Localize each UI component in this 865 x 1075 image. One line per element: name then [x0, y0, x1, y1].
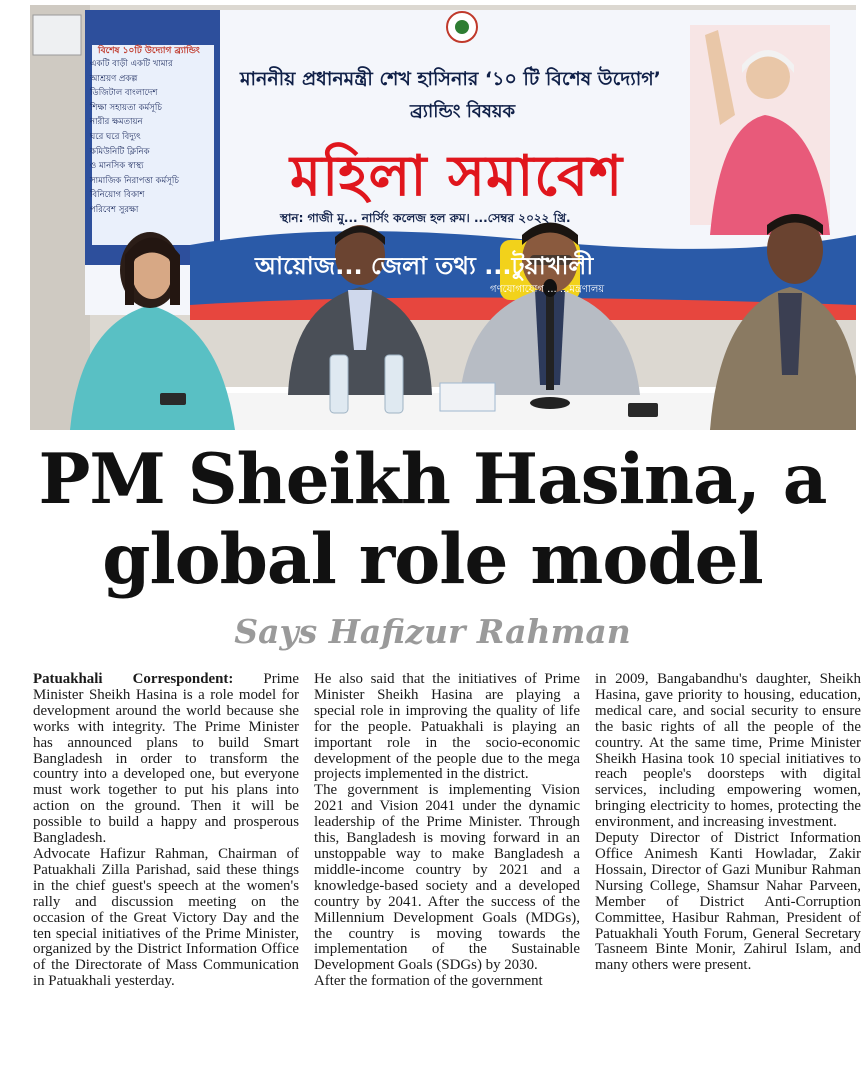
article-column-3 [595, 672, 861, 974]
article-column-1 [33, 672, 299, 990]
paragraph: in 2009, Bangabandhu's daughter, Sheikh Hasina, gave priority to housing, education, medical care, and social security to ensure the basic rights of all the people of the country. At the same time, Prime Minister Sheikh Hasina took 10 special initiatives to reach people's doorsteps with digital services, including empowering women, bringing electricity to homes, protecting the environment, and increasing investment. [595, 671, 861, 831]
subheadline: Says Hafizur Rahman [234, 612, 631, 651]
paragraph [33, 672, 299, 847]
list-item: কমিউনিটি ক্লিনিক [90, 146, 150, 157]
banner-venue: স্থান: গাজী মু... নার্সিং কলেজ হল রুম। ...সেম্বর ২০২২ খ্রি. [280, 211, 571, 225]
headline-line-2: global role model [102, 519, 763, 600]
banner-title: মহিলা সমাবেশ [290, 144, 624, 209]
list-item: আশ্রয়ণ প্রকল্প [90, 73, 138, 84]
list-item: পরিবেশ সুরক্ষা [90, 204, 139, 215]
paragraph: Advocate Hafizur Rahman, Chairman of Patuakhali Zilla Parishad, said these things in the chief guest's speech at the women's rally and discussion meeting on the occasion of the Great Victory Day and the ten special initiatives of the Prime Minister, organized by the District Information Office of the Directorate of Mass Communication in Patuakhali yesterday. [33, 845, 299, 990]
banner-initiatives-list [90, 57, 179, 218]
article-column-2 [314, 672, 580, 990]
banner-organizer: আয়োজ... জেলা তথ্য ...টুয়াখালী [255, 252, 594, 280]
list-item: শিক্ষা সহায়তা কর্মসূচি [90, 102, 162, 113]
list-item: সামাজিক নিরাপত্তা কর্মসূচি [90, 175, 179, 186]
banner-organizer-sub: গণযোগাযোগ ... ...মন্ত্রণালয় [490, 284, 605, 295]
list-item: ডিজিটাল বাংলাদেশ [90, 88, 158, 99]
news-photo [30, 5, 856, 430]
list-item: একটি বাড়ী একটি খামার [90, 59, 173, 69]
list-item: ঘরে ঘরে বিদ্যুৎ [90, 131, 141, 142]
paragraph: The government is implementing Vision 2021 and Vision 2041 under the dynamic leadership of the Prime Minister. Through this, Bangladesh is moving forward in an unstoppable way to make Bangladesh a middle-income country by 2021 and a knowledge-based society and a developed country by 2041. After the success of the Millennium Development Goals (MDGs), the country is moving towards the implementation of the Sustainable Development Goals (SDGs) by 2030. [314, 782, 580, 974]
list-item: ও মানসিক স্বাস্থ্য [90, 161, 144, 172]
list-item: বিনিয়োগ বিকাশ [90, 190, 145, 201]
paragraph: Deputy Director of District Information Office Animesh Kanti Howladar, Zakir Hossain, Director of Gazi Munibur Rahman Nursing College, Shamsur Nahar Parveen, Member of District Anti-Corruption Committee, Hasibur Rahman, President of Patuakhali Youth Forum, General Secretary Tasneem Binte Monir, Zahirul Islam, and many others were present. [595, 830, 861, 974]
banner-heading: মাননীয় প্রধানমন্ত্রী শেখ হাসিনার ‘১০ টি বিশেষ উদ্যোগ’ [240, 68, 661, 90]
paragraph-text: Prime Minister Sheikh Hasina is a role model for development around the world because she works with integrity. The Prime Minister has announced plans to build Smart Bangladesh in order to transform the country into a developed one, but everyone must work together to put his plans into action on the ground. Then it will be possible to build a happy and prosperous Bangladesh. [33, 671, 299, 847]
headline-line-1: PM Sheikh Hasina, a [38, 439, 827, 520]
headline [20, 440, 845, 600]
banner-list-title: বিশেষ ১০টি উদ্যোগ ব্র্যান্ডিং [98, 46, 200, 56]
paragraph: He also said that the initiatives of Prime Minister Sheikh Hasina are playing a special role in improving the quality of life for the people. Patuakhali is playing an important role in the socio-economic development of the people due to the mega projects implemented in the district. [314, 671, 580, 783]
banner-subheading: ব্র্যান্ডিং বিষয়ক [410, 101, 516, 122]
byline: Patuakhali Correspondent: [33, 671, 234, 687]
paragraph: After the formation of the government [314, 973, 543, 990]
list-item: নারীর ক্ষমতায়ন [90, 117, 143, 128]
